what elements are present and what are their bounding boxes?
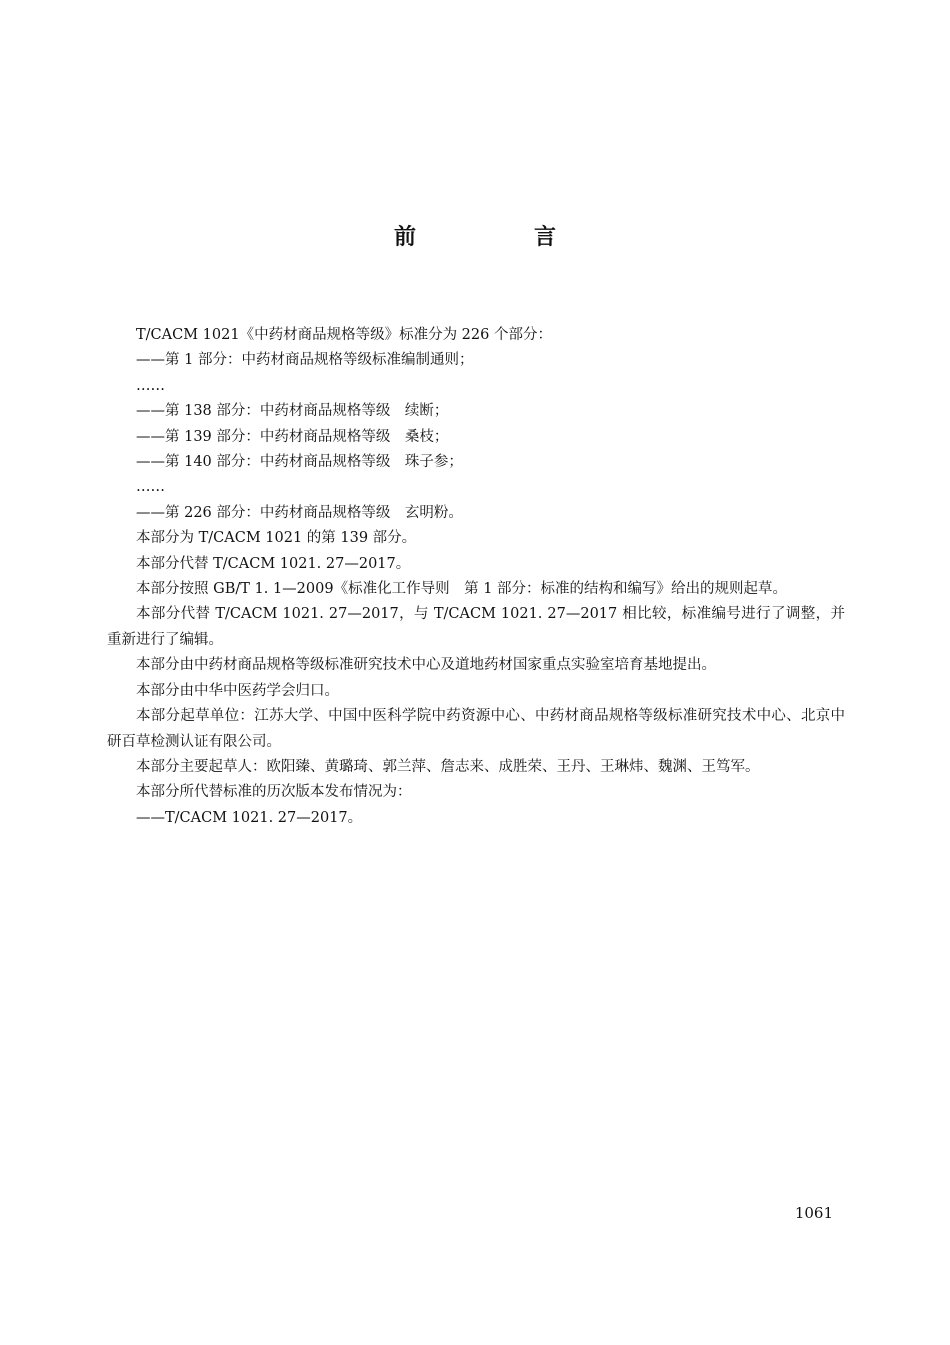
page-title: 前 言 (393, 225, 604, 250)
paragraph-proposed-by: 本部分由中药材商品规格等级标准研究技术中心及道地药材国家重点实验室培育基地提出。 (136, 657, 716, 674)
list-item-part-226: ——第 226 部分：中药材商品规格等级 玄明粉。 (136, 504, 463, 521)
paragraph-drafters: 本部分主要起草人：欧阳臻、黄璐琦、郭兰萍、詹志来、成胜荣、王丹、王琳炜、魏渊、王笃军。 (136, 758, 760, 775)
paragraph-changes: 本部分代替 T/CACM 1021. 27—2017，与 T/CACM 1021. 27—2017 相比较，标准编号进行了调整，并重新进行了编辑。 (107, 606, 845, 648)
list-item-part-140: ——第 140 部分：中药材商品规格等级 珠子参； (136, 454, 463, 471)
list-item-part-139: ——第 139 部分：中药材商品规格等级 桑枝； (136, 428, 449, 445)
list-item-part-138: ——第 138 部分：中药材商品规格等级 续断； (136, 403, 449, 420)
paragraph-part-number: 本部分为 T/CACM 1021 的第 139 部分。 (136, 530, 417, 547)
paragraph-parts-intro: T/CACM 1021《中药材商品规格等级》标准分为 226 个部分： (136, 327, 552, 343)
paragraph-under-jurisdiction: 本部分由中华中医药学会归口。 (136, 682, 339, 699)
list-item-previous-edition: ——T/CACM 1021. 27—2017。 (136, 809, 363, 826)
page-number: 1061 (794, 1204, 833, 1222)
paragraph-drafting-rules: 本部分按照 GB/T 1. 1—2009《标准化工作导则 第 1 部分：标准的结构和编写》给出的规则起草。 (136, 581, 788, 598)
paragraph-drafting-units: 本部分起草单位：江苏大学、中国中医科学院中药资源中心、中药材商品规格等级标准研究技术中心、北京中研百草检测认证有限公司。 (107, 708, 845, 750)
list-ellipsis: …… (136, 479, 165, 496)
list-ellipsis: …… (136, 377, 165, 394)
paragraph-previous-editions: 本部分所代替标准的历次版本发布情况为： (136, 784, 412, 801)
list-item-part-1: ——第 1 部分：中药材商品规格等级标准编制通则； (136, 352, 474, 369)
paragraph-replaces: 本部分代替 T/CACM 1021. 27—2017。 (136, 555, 411, 572)
foreword-body (107, 323, 845, 831)
